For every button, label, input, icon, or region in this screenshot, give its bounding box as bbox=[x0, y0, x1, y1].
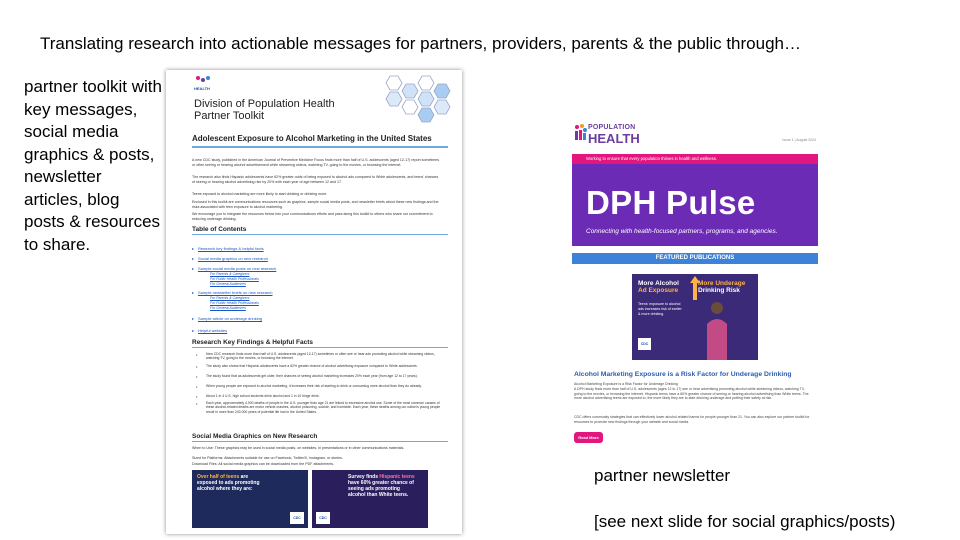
toc-sublink[interactable]: For Parents & Caregivers bbox=[210, 296, 250, 300]
dph-pulse-newsletter bbox=[568, 118, 822, 460]
finding-item: New CDC research finds more than half of U.S. adolescents (aged 12-17) sometimes or often see or hear ads promoting alcohol while streaming videos, watching TV, going to the movies, or browsing the internet. bbox=[206, 352, 435, 361]
cdc-logo: CDC bbox=[290, 512, 304, 524]
toolkit-intro-2: The research also finds Hispanic adolescents have 62% greater odds of being exposed to alcohol ads compared to White adolescents, and teens' chances of seeing or hearing alcohol advertising rise by 20% with each year of age between 12 and 17. bbox=[192, 175, 439, 184]
finding-item: Each year, approximately 4,000 deaths of people in the U.S. younger than age 21 are linked to excessive alcohol use. Some of the most common causes of these alcohol-related deaths are motor vehicle crashes, alcohol poisoning, suicide, and homicide. Each year, these deaths among our nation's young people result in more than 240,000 years of potential life lost in the United States. bbox=[206, 401, 441, 414]
image-text: More Underage bbox=[698, 280, 746, 287]
cdc-logo: CDC bbox=[638, 338, 651, 350]
toolkit-intro-4: Enclosed in this toolkit are communications resources such as graphics, sample social media posts, and newsletter briefs about these new findings and the risks associated with teen exposure to alcohol marketing. bbox=[192, 200, 439, 209]
social-when: When to Use: These graphics may be used in social media posts, on websites, in presentations or in other communications materials. bbox=[192, 446, 405, 450]
toc-heading: Table of Contents bbox=[192, 227, 448, 235]
issue-label: Issue 1 | August 2024 bbox=[782, 138, 816, 142]
slide-title: Translating research into actionable messages for partners, providers, parents & the public through… bbox=[40, 34, 801, 53]
featured-publications-bar: FEATURED PUBLICATIONS bbox=[572, 253, 818, 264]
social-download: Download Files: All social media graphics can be downloaded from the PDF attachments. bbox=[192, 462, 335, 466]
image-text: More Alcohol bbox=[638, 280, 679, 287]
teen-figure-icon bbox=[702, 300, 732, 360]
toolkit-intro-5: We encourage you to integrate the resources below into your communications efforts and pass along this toolkit to others who share our commitment to reducing underage drinking. bbox=[192, 212, 433, 221]
logo-line1: POPULATION bbox=[588, 124, 636, 131]
next-slide-note: [see next slide for social graphics/posts) bbox=[594, 512, 896, 531]
logo-text: HEALTH bbox=[194, 86, 210, 91]
toc-link[interactable]: Sample newsletter briefs on new research bbox=[198, 290, 273, 295]
image-caption: Teens' exposure to alcohol ads increases risk of earlier & more drinking. bbox=[638, 302, 682, 316]
newsletter-banner bbox=[572, 154, 818, 246]
finding-item: The study found that as adolescents get older, their chances of seeing alcohol marketing increases 20% each year (from age 12 to 17 years). bbox=[206, 374, 418, 378]
toc-sublink[interactable]: For General Audiences bbox=[210, 306, 246, 310]
cdc-logo: CDC bbox=[316, 512, 330, 524]
toc-link[interactable]: Research key findings & helpful facts bbox=[198, 246, 264, 251]
toc-sublink[interactable]: For Public Health Professionals bbox=[210, 277, 259, 281]
toolkit-title-line1: Division of Population Health bbox=[194, 98, 335, 110]
article-text: A DPH study finds more than half of U.S. adolescents (ages 12 to 17) see or hear advertising promoting alcohol while streaming videos, watching TV, going to the movies, or browsing the internet. Hispanic teens have a 60% greater chance of seeing or hearing alcohol advertising than White teens. The more alcohol advertising teens are exposed to, the more likely they are to start drinking underage and putting their safety at risk. bbox=[574, 387, 809, 401]
finding-item: About 1 in 4 U.S. high school students drink alcohol and 1 in 10 binge drink. bbox=[206, 394, 320, 398]
article-text: CDC offers community strategies that can effectively lower alcohol-related harms for people younger than 21. You can also explore our partner toolkit for resources to promote new findings through your website and social media. bbox=[574, 415, 810, 424]
toolkit-intro-1: A new CDC study, published in the American Journal of Preventive Medicine Focus finds more than half of U.S. adolescents (aged 12-17) report sometimes or often seeing or hearing alcohol advertisement while streaming videos, watching TV, going to the movies, or browsing the internet. bbox=[192, 158, 440, 167]
population-health-logo bbox=[194, 76, 214, 92]
toolkit-heading: Adolescent Exposure to Alcohol Marketing in the United States bbox=[192, 134, 448, 148]
article-title[interactable]: Alcohol Marketing Exposure is a Risk Factor for Underage Drinking bbox=[574, 371, 792, 378]
article-image[interactable] bbox=[632, 274, 758, 360]
toc-link[interactable]: Sample article on underage drinking bbox=[198, 316, 263, 321]
population-health-icon bbox=[574, 124, 587, 141]
banner-subtitle: Connecting with health-focused partners, programs, and agencies. bbox=[586, 228, 778, 235]
newsletter-caption: partner newsletter bbox=[594, 466, 731, 485]
logo-line2: HEALTH bbox=[588, 131, 640, 146]
toc-link[interactable]: Sample social media posts on new research bbox=[198, 266, 277, 271]
banner-tagline: Working to ensure that every population thrives in health and wellness. bbox=[572, 154, 818, 164]
toolkit-caption: partner toolkit with key messages, social media graphics & posts, newsletter articles, blog posts & resources to share. bbox=[24, 77, 162, 254]
article-text: Alcohol Marketing Exposure is a Risk Factor for Underage Drinking bbox=[574, 382, 678, 386]
finding-item: When young people are exposed to alcohol marketing, it increases their risk of starting to drink or consuming more alcohol than they do already. bbox=[206, 384, 422, 388]
toolkit-intro-3: Teens exposed to alcohol marketing are more likely to start drinking or drinking more. bbox=[192, 192, 328, 196]
population-health-logo bbox=[572, 122, 642, 146]
toc-sublink[interactable]: For Public Health Professionals bbox=[210, 301, 259, 305]
partner-toolkit-document: HEALTH Division of Population Health Partner Toolkit Adolescent Exposure to Alcohol Marketing in the United States A new CDC study, published in the American Journal of Preventive Medicine Focus finds more than half of U.S. adolescents (aged 12-17) report sometimes or often seeing or hearing alcohol advertisement while streaming videos, watching TV, going to the movies, or browsing the internet. The research also finds Hispanic adolescents have 62% greater odds of being exposed to alcohol ads compared to White adolescents, and teens' chances of seeing or hearing alcohol advertising rise by 20% with each year of age between 12 and 17. Teens exposed to alcohol marketing are more likely to start drinking or drinking more. Enclosed in this toolkit are communications resources such as graphics, sample social media posts, and newsletter briefs about these new findings and the risks associated with teen exposure to alcohol marketing. We encourage you to integrate the resources below into your communications efforts and pass along this toolkit to others who share our commitment to reducing underage drinking. Table of Contents ▸ Research key findings & helpful facts ▸ Social media graphics on new research ▸ Sample social media posts on new research For Parents & Caregivers For Public Health Professionals For General Audiences ▸ Sample newsletter briefs on new research For Parents & Caregivers For Public Health Professionals For General Audiences ▸ Sample article on underage drinking ▸ Helpful websites Research Key Findings & Helpful Facts • New CDC research finds more than half of U.S. adolescents (aged 12-17) sometimes or often see or hear ads promoting alcohol while streaming videos, watching TV, going to the movies, or browsing the internet. • The study also shows that Hispanic adolescents have a 62% greater chance of alcohol advertising exposure compared to White adolescents. • The study found that as adolescents get older, their chances of seeing alcohol marketing increases 20% each year (from age 12 to 17 years). • When young people are exposed to alcohol marketing, it increases their risk of starting to drink or consuming more alcohol than they do already. • About 1 in 4 U.S. high school students drink alcohol and 1 in 10 binge drink. • Each year, approximately 4,000 deaths of people in the U.S. younger than age 21 are linked to excessive alcohol use. Some of the most common causes of these alcohol-related deaths are motor vehicle crashes, alcohol poisoning, suicide, and homicide. Each year, these deaths among our nation's young people result in more than 240,000 years of potential life lost in the United States. Social Media Graphics on New Research When to Use: These graphics may be used in social media posts, on websites, in presentations or in other communications materials. Sized for Platforms: Attachments suitable for use on Facebook, Twitter/X, Instagram, or stories. Download Files: All social media graphics can be downloaded from the PDF attachments. Over half of teens are exposed to ads promoting alcohol where they are: CDC Survey finds Hispanic teens have 60% greater chance of seeing ads promoting alcohol than White teens. CDC bbox=[166, 70, 462, 534]
image-text: Drinking Risk bbox=[698, 287, 740, 294]
toolkit-title bbox=[194, 98, 335, 122]
toolkit-title-line2: Partner Toolkit bbox=[194, 110, 265, 122]
social-graphic-1: Over half of teens are exposed to ads promoting alcohol where they are: CDC bbox=[192, 470, 308, 528]
arrow-up-icon bbox=[690, 276, 700, 300]
toc-sublink[interactable]: For Parents & Caregivers bbox=[210, 272, 250, 276]
toc-link[interactable]: Social media graphics on new research bbox=[198, 256, 268, 261]
toc-link[interactable]: Helpful websites bbox=[198, 328, 228, 333]
social-graphic-2: Survey finds Hispanic teens have 60% greater chance of seeing ads promoting alcohol than White teens. CDC bbox=[312, 470, 428, 528]
toc-sublink[interactable]: For General Audiences bbox=[210, 282, 246, 286]
social-heading: Social Media Graphics on New Research bbox=[192, 434, 448, 442]
social-sized: Sized for Platforms: Attachments suitable for use on Facebook, Twitter/X, Instagram, or stories. bbox=[192, 456, 343, 460]
banner-title: DPH Pulse bbox=[586, 184, 756, 221]
image-text: Ad Exposure bbox=[638, 287, 679, 294]
findings-heading: Research Key Findings & Helpful Facts bbox=[192, 340, 448, 348]
read-more-button[interactable]: Read More bbox=[574, 432, 603, 443]
hexagon-pattern-icon bbox=[380, 72, 460, 128]
finding-item: The study also shows that Hispanic adolescents have a 62% greater chance of alcohol advertising exposure compared to White adolescents. bbox=[206, 364, 418, 368]
